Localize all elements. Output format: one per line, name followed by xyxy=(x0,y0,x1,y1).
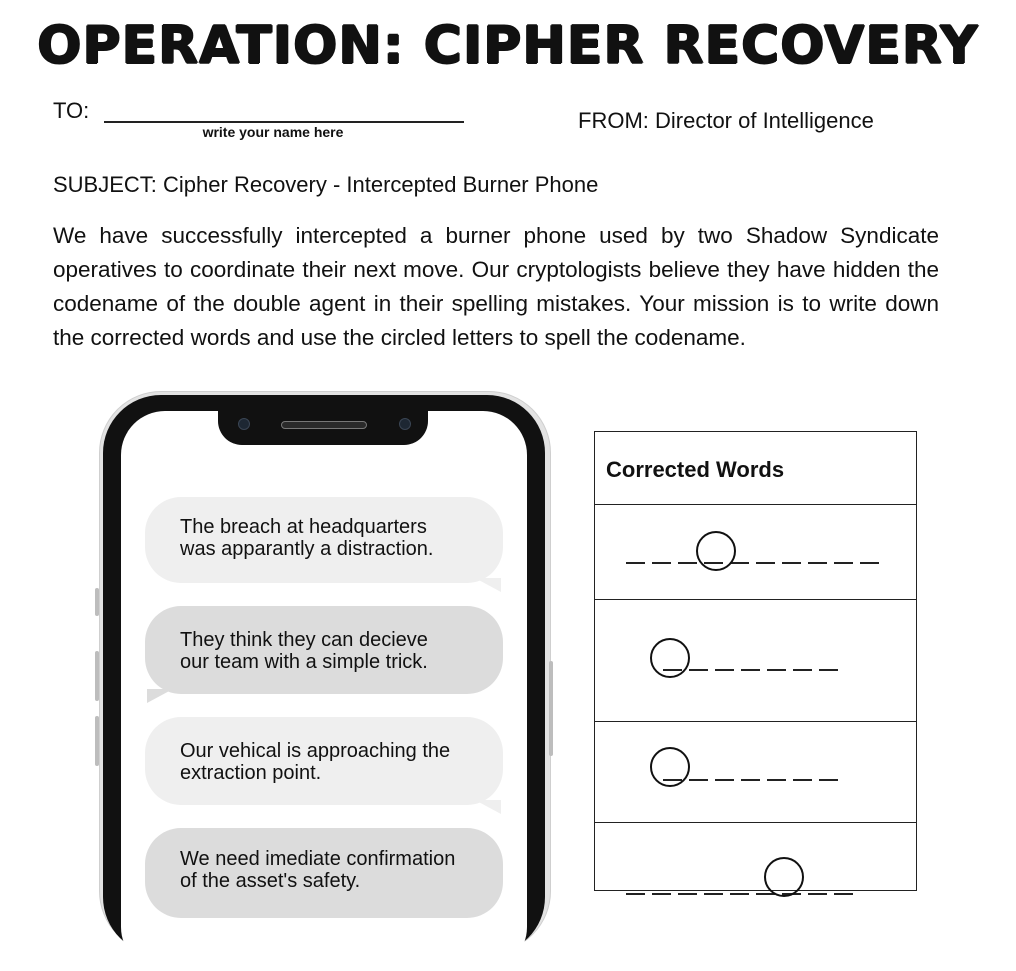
letter-blank[interactable] xyxy=(819,669,838,671)
message-bubble-2 xyxy=(145,606,503,694)
message-2-line-2: our team with a simple trick. xyxy=(180,651,428,673)
answer-4-circled-letter[interactable] xyxy=(764,857,804,897)
message-3-tail xyxy=(475,800,501,814)
phone-speaker xyxy=(281,421,367,429)
message-2-tail xyxy=(147,689,173,703)
letter-blank[interactable] xyxy=(860,562,879,564)
camera-left-icon xyxy=(238,418,250,430)
corrected-words-table xyxy=(594,431,917,891)
letter-blank[interactable] xyxy=(834,562,853,564)
mission-briefing: We have successfully intercepted a burner phone used by two Shadow Syndicate operatives to coordinate their next move. Our cryptologists believe they have hidden the codename of the double agent in their spelling mistakes. Your mission is to write down the corrected words and use the circled letters to spell the codename. xyxy=(53,223,939,350)
letter-blank[interactable] xyxy=(678,893,697,895)
answer-row-3[interactable] xyxy=(595,722,916,823)
letter-blank[interactable] xyxy=(704,893,723,895)
worksheet-title: OPERATION: CIPHER RECOVERY xyxy=(37,16,979,76)
message-3-line-1: Our vehical is approaching the xyxy=(180,740,451,762)
letter-blank[interactable] xyxy=(767,779,786,781)
answer-2-circled-letter[interactable] xyxy=(650,638,690,678)
letter-blank[interactable] xyxy=(741,779,760,781)
subject-line: SUBJECT: Cipher Recovery - Intercepted Burner Phone xyxy=(53,172,599,197)
message-bubble-1 xyxy=(145,497,503,583)
answer-4-letter-blanks[interactable] xyxy=(626,893,853,895)
letter-blank[interactable] xyxy=(834,893,853,895)
letter-blank[interactable] xyxy=(715,669,734,671)
letter-blank[interactable] xyxy=(767,669,786,671)
message-bubble-3 xyxy=(145,717,503,805)
letter-blank[interactable] xyxy=(652,562,671,564)
to-label: TO: xyxy=(53,98,90,123)
letter-blank[interactable] xyxy=(808,893,827,895)
message-1-line-2: was apparantly a distraction. xyxy=(180,538,434,560)
letter-blank[interactable] xyxy=(689,779,708,781)
message-1-tail xyxy=(475,578,501,592)
letter-blank[interactable] xyxy=(652,893,671,895)
message-bubble-4 xyxy=(145,828,503,918)
answer-3-circled-letter[interactable] xyxy=(650,747,690,787)
letter-blank[interactable] xyxy=(626,893,645,895)
answer-row-1[interactable] xyxy=(595,505,916,600)
camera-right-icon xyxy=(399,418,411,430)
message-2-line-1: They think they can decieve xyxy=(180,629,428,651)
message-4-line-2: of the asset's safety. xyxy=(180,870,361,892)
name-hint: write your name here xyxy=(202,124,344,140)
phone-volume-down-button xyxy=(95,716,99,766)
answer-3-letter-blanks[interactable] xyxy=(663,779,838,781)
from-line: FROM: Director of Intelligence xyxy=(578,108,874,133)
letter-blank[interactable] xyxy=(741,669,760,671)
answer-row-2[interactable] xyxy=(595,600,916,722)
letter-blank[interactable] xyxy=(730,562,749,564)
answer-2-letter-blanks[interactable] xyxy=(663,669,838,671)
answer-1-circled-letter[interactable] xyxy=(696,531,736,571)
phone-power-button xyxy=(549,661,553,756)
letter-blank[interactable] xyxy=(626,562,645,564)
letter-blank[interactable] xyxy=(678,562,697,564)
message-1-line-1: The breach at headquarters xyxy=(180,516,427,538)
letter-blank[interactable] xyxy=(756,562,775,564)
letter-blank[interactable] xyxy=(689,669,708,671)
letter-blank[interactable] xyxy=(782,562,801,564)
phone-volume-up-button xyxy=(95,651,99,701)
message-3-line-2: extraction point. xyxy=(180,762,322,784)
answer-1-letter-blanks[interactable] xyxy=(626,562,879,564)
letter-blank[interactable] xyxy=(715,779,734,781)
name-write-line xyxy=(104,121,464,123)
letter-blank[interactable] xyxy=(793,669,812,671)
phone-mute-switch xyxy=(95,588,99,616)
letter-blank[interactable] xyxy=(730,893,749,895)
corrected-words-header: Corrected Words xyxy=(595,432,916,505)
answer-row-4[interactable] xyxy=(595,823,916,943)
letter-blank[interactable] xyxy=(808,562,827,564)
message-4-line-1: We need imediate confirmation xyxy=(180,848,456,870)
letter-blank[interactable] xyxy=(819,779,838,781)
letter-blank[interactable] xyxy=(793,779,812,781)
